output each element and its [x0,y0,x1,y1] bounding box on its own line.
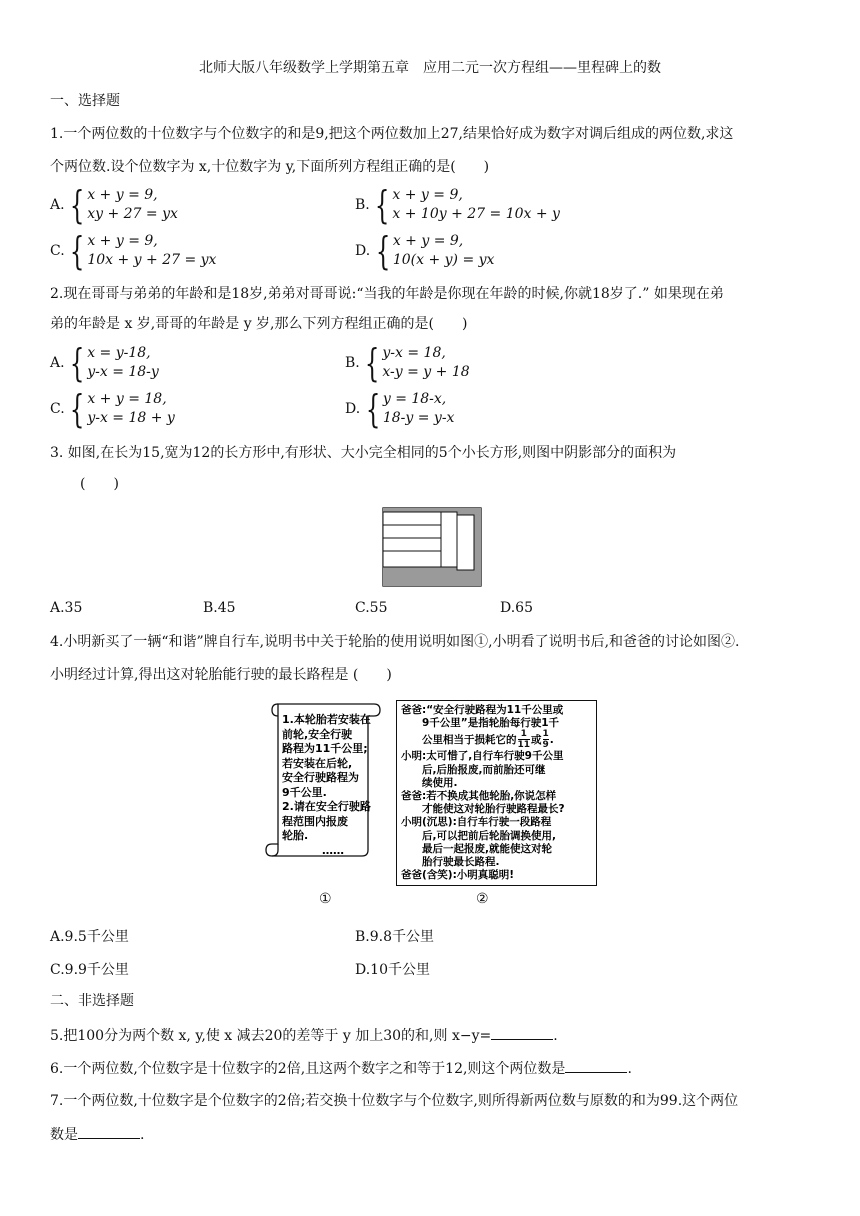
dialog-line: 后,可以把前后轮胎调换使用, [401,829,556,842]
answer-blank[interactable] [491,1025,553,1040]
brace-icon: { [365,387,380,431]
equation-1: x + y = 18, [87,391,167,407]
scroll-text [282,713,378,858]
q4-option-a[interactable]: A.9.5千公里 [50,929,129,945]
q5-text-end: . [553,1028,558,1044]
q5-text [50,1025,558,1046]
fraction-denominator: 9 [542,740,549,751]
brace-icon: { [375,183,390,227]
option-label: D. [355,243,371,259]
small-rectangle-4 [441,512,457,567]
q2-option-b[interactable] [345,341,470,385]
dialog-line: 公里相当于损耗它的 [401,734,517,747]
figure-label-2: ② [476,891,489,907]
equation-2: 18-y = y-x [382,410,455,426]
scroll-line: 轮胎. [282,829,309,842]
brace-icon: { [69,229,85,273]
q7-text-main: 数是 [50,1127,78,1143]
dialog-figure [396,700,597,886]
section-heading-choice: 一、选择题 [50,93,120,109]
q2-option-d[interactable] [345,387,455,431]
small-rectangle-5 [457,515,474,570]
q1-option-d[interactable] [355,229,495,273]
scroll-line: 路程为11千公里; [282,742,368,755]
q7-text-end: . [140,1127,145,1143]
dialog-line: 胎行驶最长路程. [401,856,500,869]
fraction-or: 或 [531,734,542,747]
scroll-line: 若安装在后轮, [282,756,353,770]
scroll-line: 2.请在安全行驶路 [282,800,371,813]
fraction-denominator: 11 [517,740,531,751]
option-label: B. [345,355,360,371]
q2-text-line2: 弟的年龄是 x 岁,哥哥的年龄是 y 岁,那么下列方程组正确的是( ) [50,316,468,332]
shaded-region-right [475,512,481,586]
option-label: A. [50,197,65,213]
small-rectangle-2 [383,525,441,538]
q1-text-line2: 个两位数.设个位数字为 x,十位数字为 y,下面所列方程组正确的是( ) [50,159,490,175]
q5-text-main: 5.把100分为两个数 x, y,使 x 减去20的差等于 y 加上30的和,则 x−y= [50,1028,492,1044]
q6-text [50,1058,632,1079]
document-title: 北师大版八年级数学上学期第五章 应用二元一次方程组——里程碑上的数 [199,60,661,76]
small-rectangle-3 [383,538,441,551]
dialog-line: 爸爸(含笑):小明真聪明! [401,869,515,882]
q1-option-c[interactable] [50,229,217,273]
equation-2: x + 10y + 27 = 10x + y [392,206,560,222]
q3-text-line2: ( ) [80,476,119,492]
fraction-2 [543,730,549,750]
shaded-region-top [383,508,481,512]
small-rectangle-1 [383,512,441,525]
brace-icon: { [69,387,85,431]
q3-option-c[interactable]: C.55 [355,600,388,616]
fraction-numerator: 1 [520,729,527,740]
answer-blank[interactable] [565,1058,627,1073]
q2-option-a[interactable] [50,341,159,385]
dialog-line-fraction: 公里相当于损耗它的 $\frac{1}{11}$ 或 $\frac{1}{9}$ . [401,729,554,751]
equation-1: y = 18-x, [382,391,447,407]
q7-text-line1: 7.一个两位数,十位数字是个位数字的2倍;若交换十位数字与个位数字,则所得新两位数与原数的和为99.这个两位 [50,1093,739,1109]
scroll-line: 1.本轮胎若安装在 [282,713,371,726]
brace-icon: { [375,229,390,273]
equation-1: y-x = 18, [382,345,446,361]
scroll-line: …… [322,843,344,857]
equation-2: 10x + y + 27 = yx [87,252,217,268]
equation-1: x + y = 9, [87,187,158,203]
dialog-line: 小明(沉思):自行车行驶一段路程 [401,816,552,829]
dialog-line: 9千公里”是指轮胎每行驶1千 [401,717,560,730]
figure-label-1: ① [319,891,332,907]
shaded-region-bottom [383,567,457,586]
q2-option-c[interactable] [50,387,175,431]
scroll-line: 9千公里. [282,785,327,799]
q4-option-c[interactable]: C.9.9千公里 [50,962,129,978]
scroll-curl-top [272,704,278,716]
scroll-line: 程范围内报废 [282,814,348,828]
q4-text-line2: 小明经过计算,得出这对轮胎能行驶的最长路程是 ( ) [50,667,392,683]
q4-text-line1: 4.小明新买了一辆“和谐”牌自行车,说明书中关于轮胎的使用说明如图①,小明看了说明书后,和爸爸的讨论如图②. [50,634,740,650]
dialog-line: 最后一起报废,就能使这对轮 [401,842,552,855]
equation-2: x-y = y + 18 [382,364,470,380]
equation-1: x + y = 9, [87,233,158,249]
dialog-line: 续使用. [401,776,458,789]
option-label: C. [50,243,65,259]
fraction-1 [518,730,531,750]
scroll-line: 前轮,安全行驶 [282,727,353,741]
q3-option-a[interactable]: A.35 [50,600,83,616]
rectangle-figure [382,507,482,587]
option-label: D. [345,401,361,417]
brace-icon: { [69,341,85,385]
q4-option-d[interactable]: D.10千公里 [355,962,430,978]
scroll-line: 安全行驶路程为 [282,771,359,784]
q3-text-line1: 3. 如图,在长为15,宽为12的长方形中,有形状、大小完全相同的5个小长方形,则图中阴影部分的面积为 [50,445,677,461]
q1-text-line1: 1.一个两位数的十位数字与个位数字的和是9,把这个两位数加上27,结果恰好成为数字对调后组成的两位数,求这 [50,126,734,142]
brace-icon: { [69,183,85,227]
q4-option-b[interactable]: B.9.8千公里 [355,929,435,945]
equation-2: y-x = 18 + y [87,410,175,426]
equation-1: x + y = 9, [392,187,463,203]
brace-icon: { [365,341,380,385]
q7-text-line2 [50,1124,144,1145]
q1-option-a[interactable] [50,183,178,227]
dialog-line: 才能使这对轮胎行驶路程最长? [401,803,565,816]
equation-2: 10(x + y) = yx [392,252,495,268]
q6-text-end: . [627,1061,632,1077]
q3-option-d[interactable]: D.65 [500,600,533,616]
section-heading-nonchoice: 二、非选择题 [50,993,134,1009]
q2-text-line1: 2.现在哥哥与弟弟的年龄和是18岁,弟弟对哥哥说:“当我的年龄是你现在年龄的时候,你就18岁了.” 如果现在弟 [50,286,724,302]
fraction-numerator: 1 [542,729,549,740]
remaining-white-area [383,551,441,567]
option-label: C. [50,401,65,417]
q1-option-b[interactable] [355,183,560,227]
option-label: A. [50,355,65,371]
dialog-line: 爸爸:若不换成其他轮胎,你说怎样 [401,790,557,803]
answer-blank[interactable] [78,1124,140,1139]
dialog-line: 后,后胎报废,而前胎还可继 [401,763,546,776]
dialog-line: 爸爸:“安全行驶路程为11千公里或 [401,704,564,716]
equation-1: x = y-18, [87,345,151,361]
dialog-line: 小明:太可惜了,自行车行驶9千公里 [401,750,564,763]
option-label: B. [355,197,370,213]
equation-2: y-x = 18-y [87,364,159,380]
equation-2: xy + 27 = yx [87,206,178,222]
equation-1: x + y = 9, [392,233,464,249]
q6-text-main: 6.一个两位数,个位数字是十位数字的2倍,且这两个数字之和等于12,则这个两位数是 [50,1061,566,1077]
q3-option-b[interactable]: B.45 [203,600,236,616]
